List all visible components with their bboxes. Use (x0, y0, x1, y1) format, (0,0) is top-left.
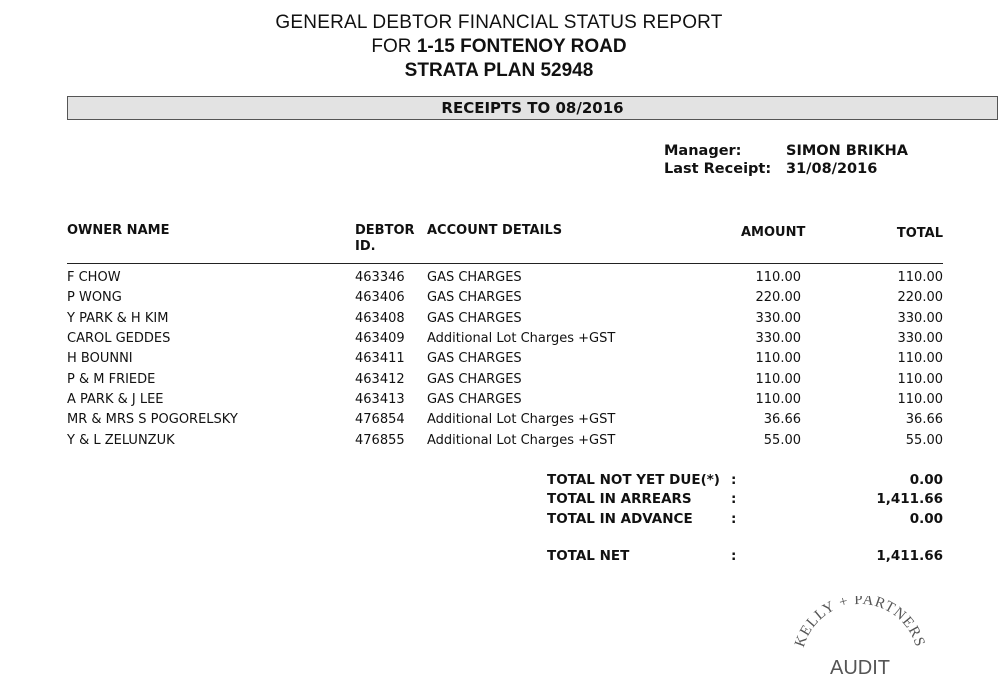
debtor-id: 463411 (355, 351, 405, 366)
owner-name: Y & L ZELUNZUK (67, 433, 175, 448)
owner-name: P WONG (67, 290, 122, 305)
stamp-audit-text: AUDIT (830, 657, 890, 679)
owner-name: Y PARK & H KIM (67, 311, 169, 326)
summary-value: 1,411.66 (876, 548, 943, 564)
table-row (0, 290, 998, 310)
header-amount: AMOUNT (741, 225, 806, 240)
total: 110.00 (897, 392, 943, 407)
section-title: RECEIPTS TO 08/2016 (441, 99, 624, 117)
account-details: GAS CHARGES (427, 351, 522, 366)
manager-label: Manager: (664, 143, 742, 159)
header-debtor-id (355, 223, 415, 255)
total: 110.00 (897, 351, 943, 366)
summary-advance (0, 511, 998, 531)
table-row (0, 372, 998, 392)
header-debtor-line1: DEBTOR (355, 223, 415, 238)
debtor-id: 463409 (355, 331, 405, 346)
account-details: GAS CHARGES (427, 372, 522, 387)
owner-name: H BOUNNI (67, 351, 133, 366)
debtor-id: 463346 (355, 270, 405, 285)
debtor-id: 476854 (355, 412, 405, 427)
amount: 220.00 (755, 290, 801, 305)
debtor-id: 463412 (355, 372, 405, 387)
summary-label: TOTAL IN ARREARS (547, 491, 692, 507)
report-property-line (0, 36, 998, 58)
summary-colon: : (731, 472, 737, 488)
summary-value: 0.00 (909, 511, 943, 527)
amount: 330.00 (755, 311, 801, 326)
amount: 330.00 (755, 331, 801, 346)
account-details: GAS CHARGES (427, 311, 522, 326)
amount: 110.00 (755, 392, 801, 407)
amount: 55.00 (763, 433, 801, 448)
summary-arrears (0, 491, 998, 511)
header-owner-name: OWNER NAME (67, 223, 170, 238)
table-row (0, 433, 998, 453)
debtor-id: 476855 (355, 433, 405, 448)
table-row (0, 351, 998, 371)
owner-name: F CHOW (67, 270, 121, 285)
stamp-arc-text: KELLY + PARTNERS (792, 596, 928, 650)
table-row (0, 331, 998, 351)
debtor-id: 463413 (355, 392, 405, 407)
summary-colon: : (731, 491, 737, 507)
table-row (0, 412, 998, 432)
total: 36.66 (905, 412, 943, 427)
account-details: GAS CHARGES (427, 290, 522, 305)
owner-name: MR & MRS S POGORELSKY (67, 412, 238, 427)
amount: 110.00 (755, 372, 801, 387)
summary-not-yet-due (0, 472, 998, 492)
summary-value: 1,411.66 (876, 491, 943, 507)
audit-stamp (790, 596, 930, 692)
owner-name: P & M FRIEDE (67, 372, 156, 387)
summary-colon: : (731, 548, 737, 564)
section-band (67, 96, 998, 120)
manager-value: SIMON BRIKHA (786, 143, 908, 159)
table-row (0, 270, 998, 290)
total: 110.00 (897, 270, 943, 285)
summary-value: 0.00 (909, 472, 943, 488)
owner-name: A PARK & J LEE (67, 392, 164, 407)
summary-label: TOTAL NOT YET DUE(*) (547, 472, 720, 488)
audit-stamp-graphic (790, 596, 930, 692)
account-details: Additional Lot Charges +GST (427, 433, 616, 448)
amount: 36.66 (763, 412, 801, 427)
header-debtor-line2: ID. (355, 239, 376, 254)
report-title: GENERAL DEBTOR FINANCIAL STATUS REPORT (275, 12, 723, 33)
property-name: 1-15 FONTENOY ROAD (416, 36, 627, 57)
summary-net (0, 548, 998, 568)
total: 220.00 (897, 290, 943, 305)
account-details: GAS CHARGES (427, 270, 522, 285)
summary-colon: : (731, 511, 737, 527)
table-row (0, 392, 998, 412)
total: 55.00 (905, 433, 943, 448)
last-receipt-label: Last Receipt: (664, 161, 772, 177)
total: 330.00 (897, 331, 943, 346)
strata-plan: STRATA PLAN 52948 (404, 60, 594, 81)
total: 110.00 (897, 372, 943, 387)
header-account-details: ACCOUNT DETAILS (427, 223, 563, 238)
summary-label: TOTAL NET (547, 548, 630, 564)
debtor-id: 463408 (355, 311, 405, 326)
owner-name: CAROL GEDDES (67, 331, 171, 346)
amount: 110.00 (755, 270, 801, 285)
table-row (0, 311, 998, 331)
debtor-id: 463406 (355, 290, 405, 305)
total: 330.00 (897, 311, 943, 326)
account-details: Additional Lot Charges +GST (427, 412, 616, 427)
header-rule (67, 263, 943, 264)
account-details: Additional Lot Charges +GST (427, 331, 616, 346)
account-details: GAS CHARGES (427, 392, 522, 407)
title-prefix: FOR (371, 36, 412, 57)
header-total: TOTAL (896, 226, 943, 241)
summary-label: TOTAL IN ADVANCE (547, 511, 693, 527)
last-receipt-value: 31/08/2016 (786, 161, 878, 177)
amount: 110.00 (755, 351, 801, 366)
